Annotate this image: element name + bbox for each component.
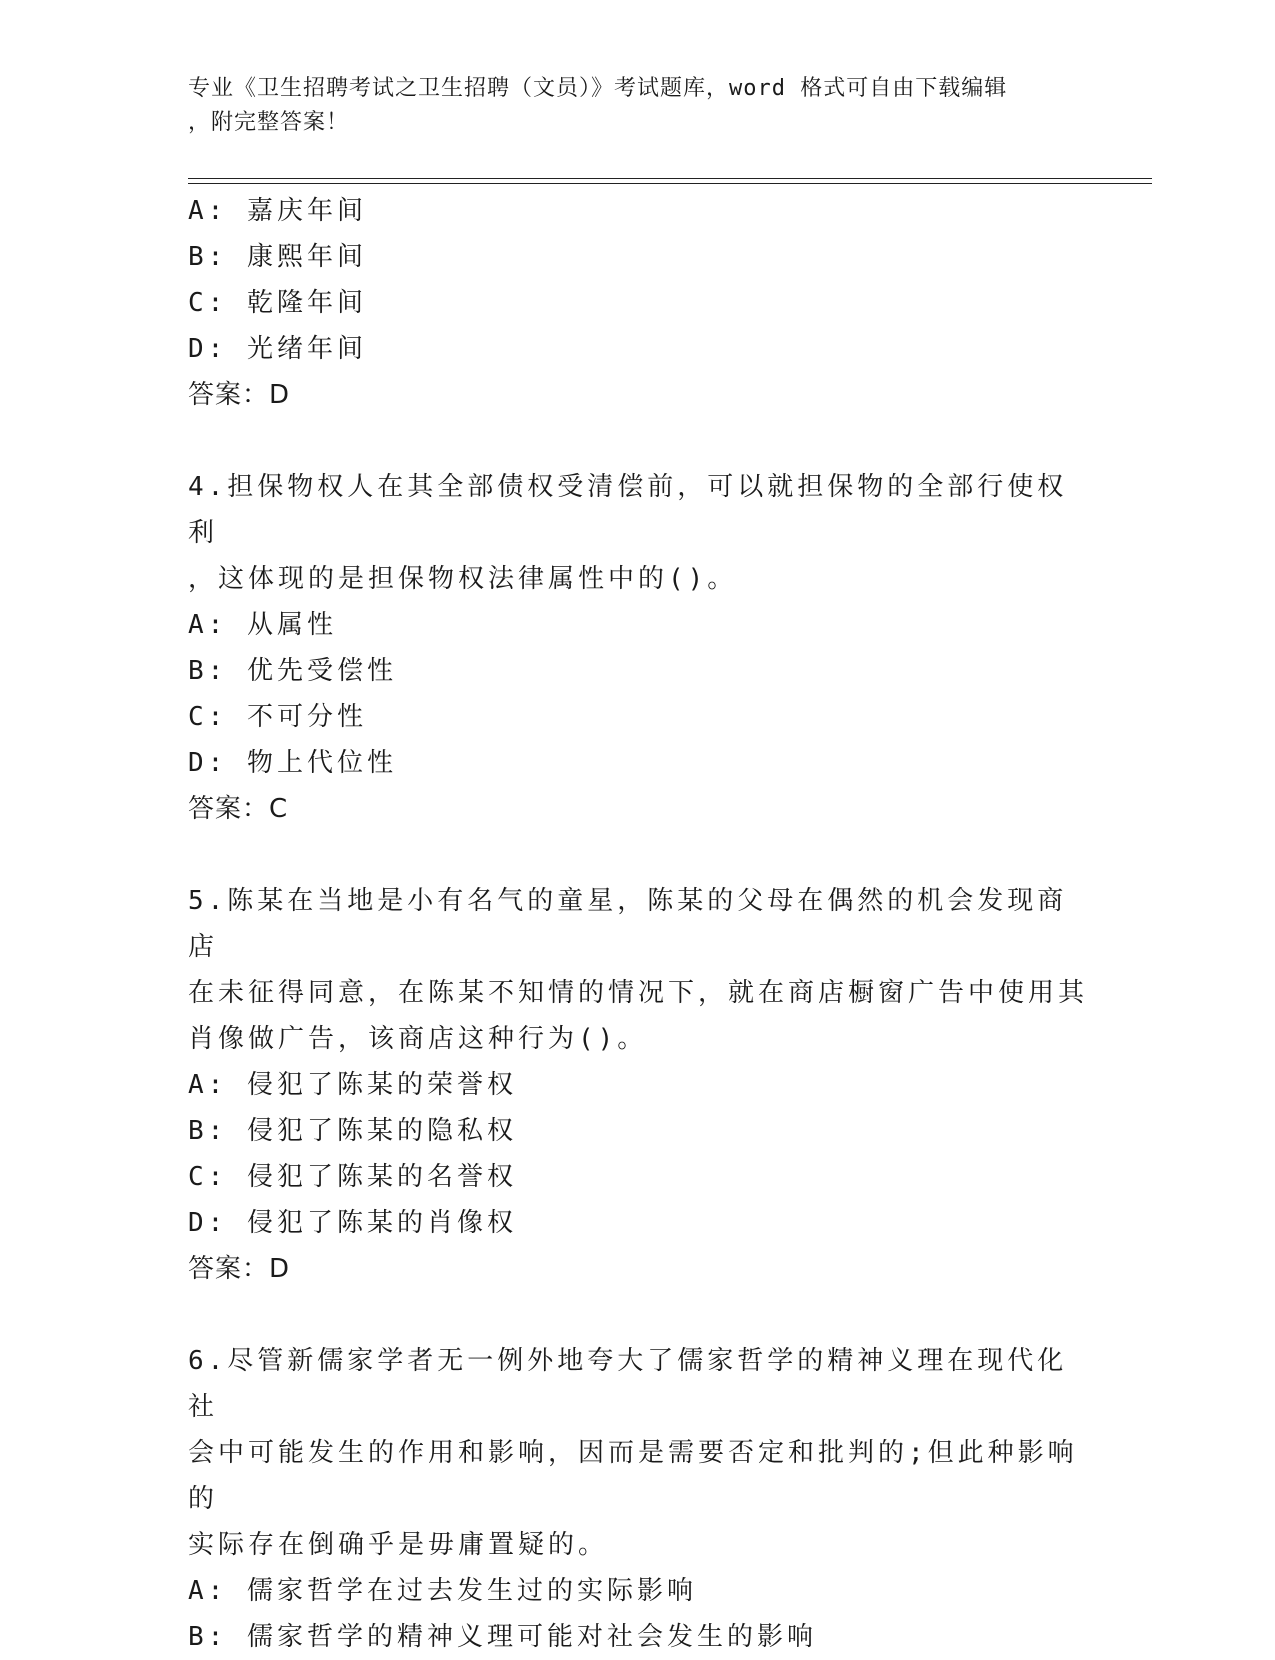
option-b: B: 优先受偿性 [188,656,397,686]
question-3 [188,188,1088,418]
option-a: A: 侵犯了陈某的荣誉权 [188,1070,517,1100]
option-d: D: 光绪年间 [188,334,367,364]
question-text-line: 4.担保物权人在其全部债权受清偿前，可以就担保物的全部行使权利 [188,472,1068,548]
header-line-2: ，附完整答案！ [188,110,350,135]
answer-label: 答案：D [188,380,291,410]
question-text-line: 在未征得同意，在陈某不知情的情况下，就在商店橱窗广告中使用其 [188,978,1089,1008]
question-text-line: 会中可能发生的作用和影响，因而是需要否定和批判的;但此种影响的 [188,1438,1078,1514]
answer-label: 答案：D [188,1254,291,1284]
question-5 [188,878,1088,1292]
option-a: A: 嘉庆年间 [188,196,367,226]
option-c: C: 不可分性 [188,702,367,732]
answer-label: 答案：C [188,794,289,824]
question-4 [188,464,1088,832]
option-d: D: 侵犯了陈某的肖像权 [188,1208,517,1238]
question-6 [188,1338,1088,1660]
option-b: B: 康熙年间 [188,242,367,272]
option-a: A: 从属性 [188,610,337,640]
question-text-line: 肖像做广告，该商店这种行为()。 [188,1024,648,1054]
question-text-line: ，这体现的是担保物权法律属性中的()。 [188,564,738,594]
question-list [188,188,1088,1660]
question-text-line: 6.尽管新儒家学者无一例外地夸大了儒家哲学的精神义理在现代化社 [188,1346,1068,1422]
question-text-line: 5.陈某在当地是小有名气的童星，陈某的父母在偶然的机会发现商店 [188,886,1068,962]
option-d: D: 物上代位性 [188,748,397,778]
option-a: A: 儒家哲学在过去发生过的实际影响 [188,1576,697,1606]
question-text-line: 实际存在倒确乎是毋庸置疑的。 [188,1530,609,1560]
option-b: B: 儒家哲学的精神义理可能对社会发生的影响 [188,1622,817,1652]
header-line-1: 专业《卫生招聘考试之卫生招聘（文员）》考试题库，word 格式可自由下载编辑 [188,76,1008,101]
document-header [188,72,1088,140]
header-divider [188,178,1152,184]
option-c: C: 乾隆年间 [188,288,367,318]
option-b: B: 侵犯了陈某的隐私权 [188,1116,517,1146]
option-c: C: 侵犯了陈某的名誉权 [188,1162,517,1192]
